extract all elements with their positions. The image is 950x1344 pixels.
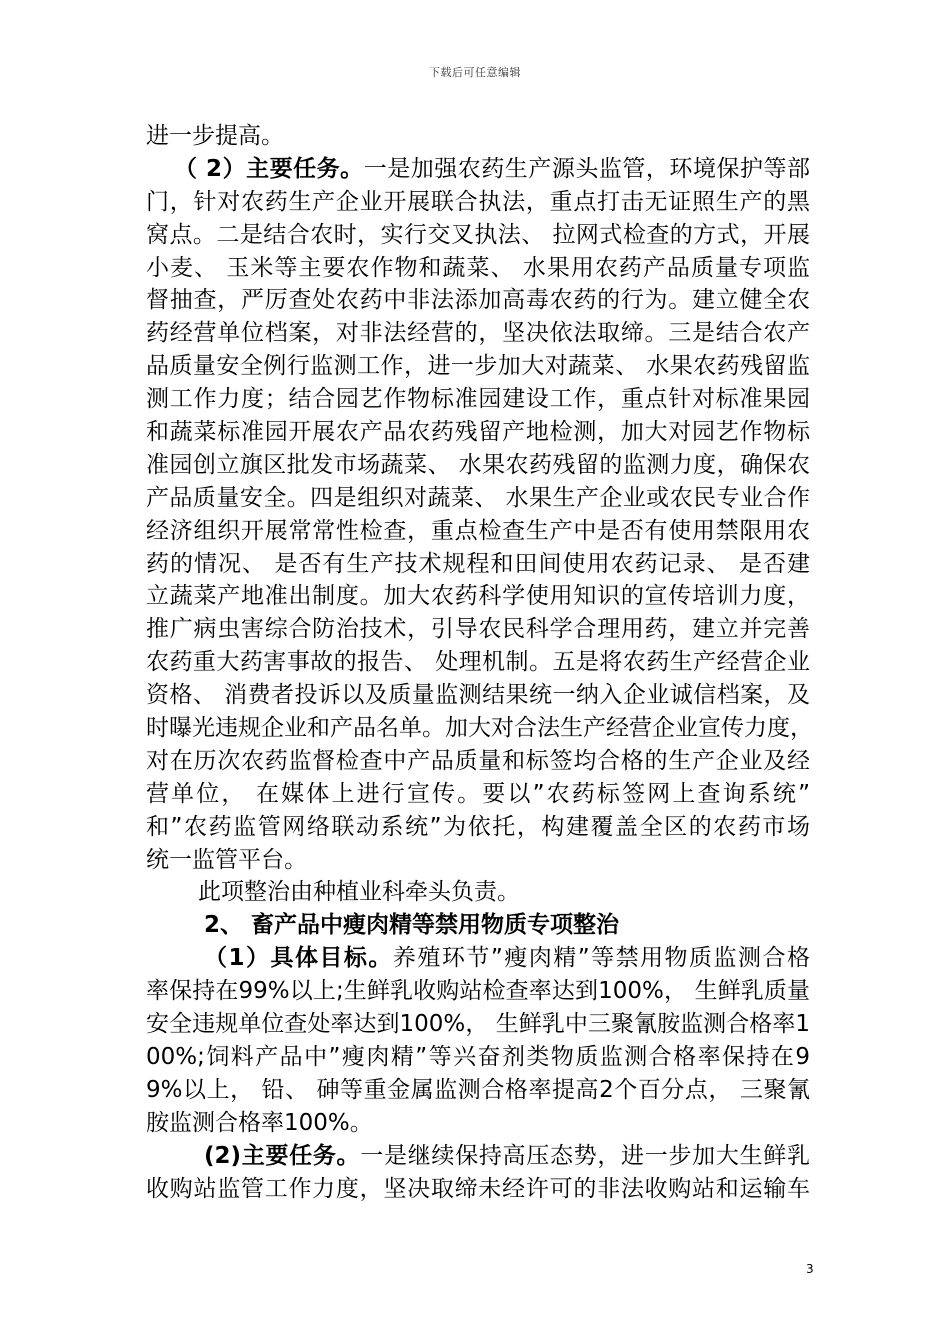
text-line: 督抽查，严厉查处农药中非法添加高毒农药的行为。建立健全农 — [146, 287, 810, 314]
text-line — [146, 1140, 810, 1173]
text-line: 立蔬菜产地准出制度。加大农药科学使用知识的宣传培训力度， — [146, 583, 810, 610]
section-heading-inline: （ 2）主要任务。 — [174, 155, 364, 182]
text-line-content: 一是继续保持高压态势，进一步加大生鲜乳 — [360, 1142, 811, 1169]
text-line: 药的情况、 是否有生产技术规程和田间使用农药记录、 是否建 — [146, 550, 810, 577]
text-line: 经济组织开展常常性检查，重点检查生产中是否有使用禁限用农 — [146, 517, 810, 544]
text-line: 进一步提高。 — [146, 123, 284, 149]
text-line: 和”农药监管网络联动系统”为依托，构建覆盖全区的农药市场 — [146, 813, 810, 840]
text-line: 胺监测合格率100%。 — [146, 1109, 373, 1136]
page-header-watermark: 下载后可任意编辑 — [429, 66, 521, 79]
text-line: 窝点。二是结合农时，实行交叉执法、 拉网式检查的方式，开展 — [146, 221, 810, 248]
text-line: 准园创立旗区批发市场蔬菜、 水果农药残留的监测力度，确保农 — [146, 451, 810, 478]
text-line: 资格、 消费者投诉以及质量监测结果统一纳入企业诚信档案，及 — [146, 682, 810, 709]
section-heading-inline: (2)主要任务。 — [204, 1142, 361, 1169]
text-line: 营单位， 在媒体上进行宣传。要以”农药标签网上查询系统” — [146, 780, 810, 807]
text-line-content: 养殖环节”瘦肉精”等禁用物质监测合格 — [392, 945, 810, 972]
text-line: 统一监管平台。 — [146, 846, 307, 873]
text-line: 小麦、 玉米等主要农作物和蔬菜、 水果用农药产品质量专项监 — [146, 254, 810, 281]
text-line: 品质量安全例行监测工作，进一步加大对蔬菜、 水果农药残留监 — [146, 353, 810, 380]
section-heading: 2、 畜产品中瘦肉精等禁用物质专项整治 — [204, 912, 620, 939]
text-line: 收购站监管工作力度，坚决取缔未经许可的非法收购站和运输车 — [146, 1175, 810, 1202]
text-line: 安全违规单位查处率达到100%， 生鲜乳中三聚氰胺监测合格率1 — [146, 1011, 810, 1038]
text-line: 推广病虫害综合防治技术，引导农民科学合理用药，建立并完善 — [146, 616, 810, 643]
text-line: 药经营单位档案，对非法经营的，坚决依法取缔。三是结合农产 — [146, 320, 810, 347]
text-line: 和蔬菜标准园开展农产品农药残留产地检测，加大对园艺作物标 — [146, 419, 810, 446]
text-line: 对在历次农药监督检查中产品质量和标签均合格的生产企业及经 — [146, 747, 810, 774]
text-line — [146, 153, 810, 186]
document-body — [146, 120, 813, 1205]
text-line-content: 一是加强农药生产源头监管，环境保护等部 — [363, 155, 811, 182]
text-line: 农药重大药害事故的报告、 处理机制。五是将农药生产经营企业 — [146, 649, 810, 676]
text-line: 此项整治由种植业科牵头负责。 — [198, 879, 520, 906]
text-line: 测工作力度；结合园艺作物标准园建设工作，重点针对标准果园 — [146, 386, 810, 413]
page-number: 3 — [806, 1262, 814, 1276]
text-line — [146, 942, 810, 975]
text-line: 率保持在99%以上;生鲜乳收购站检查率达到100%， 生鲜乳质量 — [146, 978, 810, 1005]
text-line: 产品质量安全。四是组织对蔬菜、 水果生产企业或农民专业合作 — [146, 484, 810, 511]
text-line: 门，针对农药生产企业开展联合执法，重点打击无证照生产的黑 — [146, 188, 810, 215]
section-heading-inline: （1）具体目标。 — [204, 945, 393, 972]
text-line: 时曝光违规企业和产品名单。加大对合法生产经营企业宣传力度， — [146, 715, 813, 742]
text-line: 9%以上， 铅、 砷等重金属监测合格率提高2个百分点， 三聚氰 — [146, 1076, 810, 1103]
text-line: 00%;饲料产品中”瘦肉精”等兴奋剂类物质监测合格率保持在9 — [146, 1043, 810, 1070]
